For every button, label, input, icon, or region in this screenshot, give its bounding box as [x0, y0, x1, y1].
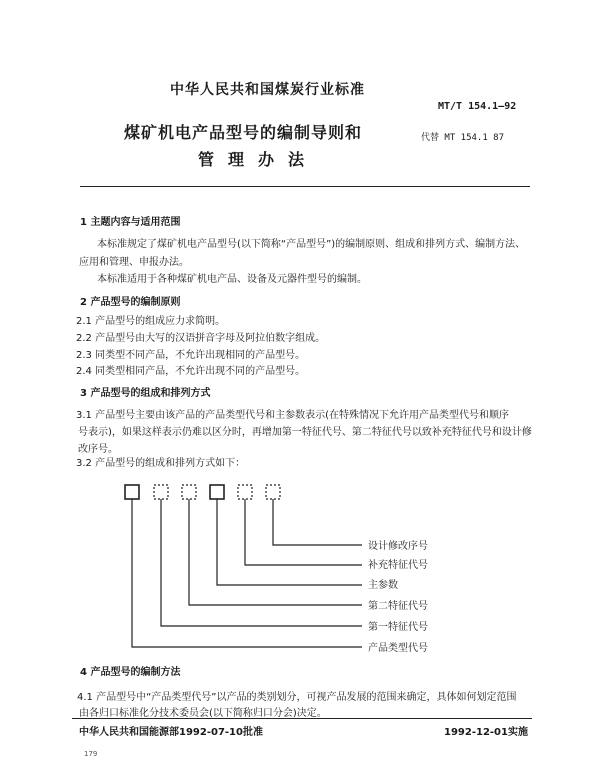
approval-statement: 中华人民共和国能源部1992-07-10批准 — [79, 727, 263, 738]
section-2-heading: 2 产品型号的编制原则 — [80, 297, 181, 308]
clause-2-2: 2.2 产品型号由大写的汉语拼音字母及阿拉伯数字组成。 — [76, 333, 326, 344]
section-3-heading: 3 产品型号的组成和排列方式 — [80, 388, 211, 399]
section-1-paragraph-1: 本标准规定了煤矿机电产品型号(以下简称“产品型号”)的编制原则、组成和排列方式、编制方法、 — [97, 239, 526, 250]
connector-main-parameter — [217, 499, 362, 585]
implementation-date: 1992-12-01实施 — [444, 727, 528, 738]
clause-4-1: 4.1 产品型号中“产品类型代号”以产品的类别划分，可视产品发展的范围来确定，具体如何划定范围 — [77, 692, 517, 703]
clause-2-4: 2.4 同类型相同产品，不允许出现不同的产品型号。 — [76, 366, 306, 377]
clause-4-1-cont: 由各归口标准化分技术委员会(以下简称归口分会)决定。 — [79, 708, 327, 719]
label-design-revision: 设计修改序号 — [368, 541, 428, 552]
page-number: 179 — [84, 750, 98, 758]
box-second-feature — [182, 485, 196, 499]
footer-divider — [72, 718, 532, 719]
section-1-paragraph-2: 本标准适用于各种煤矿机电产品、设备及元器件型号的编制。 — [97, 274, 367, 285]
clause-3-2: 3.2 产品型号的组成和排列方式如下： — [76, 458, 246, 469]
box-supplementary-feature — [238, 485, 252, 499]
document-title-line1: 煤矿机电产品型号的编制导则和 — [124, 123, 363, 142]
label-product-type: 产品类型代号 — [368, 643, 428, 654]
clause-2-3: 2.3 同类型不同产品，不允许出现相同的产品型号。 — [76, 350, 306, 361]
section-1-paragraph-1-cont: 应用和管理、申报办法。 — [79, 257, 189, 268]
document-title-line2: 管理办法 — [198, 150, 319, 169]
label-second-feature: 第二特征代号 — [368, 601, 428, 612]
connector-second-feature — [189, 499, 362, 605]
box-first-feature — [154, 485, 168, 499]
replaces-standard: 代替 MT 154.1 87 — [421, 133, 505, 143]
standard-code: MT/T 154.1—92 — [438, 101, 517, 112]
connector-supplementary-feature — [245, 499, 362, 565]
clause-3-1-cont: 号表示)，如果这样表示仍难以区分时，再增加第一特征代号、第二特征代号以致补充特征代号和设计修 — [78, 427, 532, 438]
box-main-parameter — [210, 485, 224, 499]
box-product-type — [125, 485, 139, 499]
box-design-revision — [266, 485, 280, 499]
clause-3-1: 3.1 产品型号主要由该产品的产品类型代号和主参数表示(在特殊情况下允许用产品类型代号和顺序 — [76, 410, 509, 421]
clause-2-1: 2.1 产品型号的组成应力求简明。 — [76, 316, 226, 327]
connector-product-type — [132, 499, 362, 647]
section-1-heading: 1 主题内容与适用范围 — [80, 217, 181, 228]
connector-first-feature — [161, 499, 362, 626]
label-supplementary-feature: 补充特征代号 — [368, 560, 428, 571]
section-4-heading: 4 产品型号的编制方法 — [80, 667, 181, 678]
connector-design-revision — [273, 499, 362, 545]
clause-3-1-end: 改序号。 — [78, 444, 118, 455]
issuing-organization: 中华人民共和国煤炭行业标准 — [170, 82, 365, 98]
label-first-feature: 第一特征代号 — [368, 622, 428, 633]
label-main-parameter: 主参数 — [368, 580, 398, 591]
